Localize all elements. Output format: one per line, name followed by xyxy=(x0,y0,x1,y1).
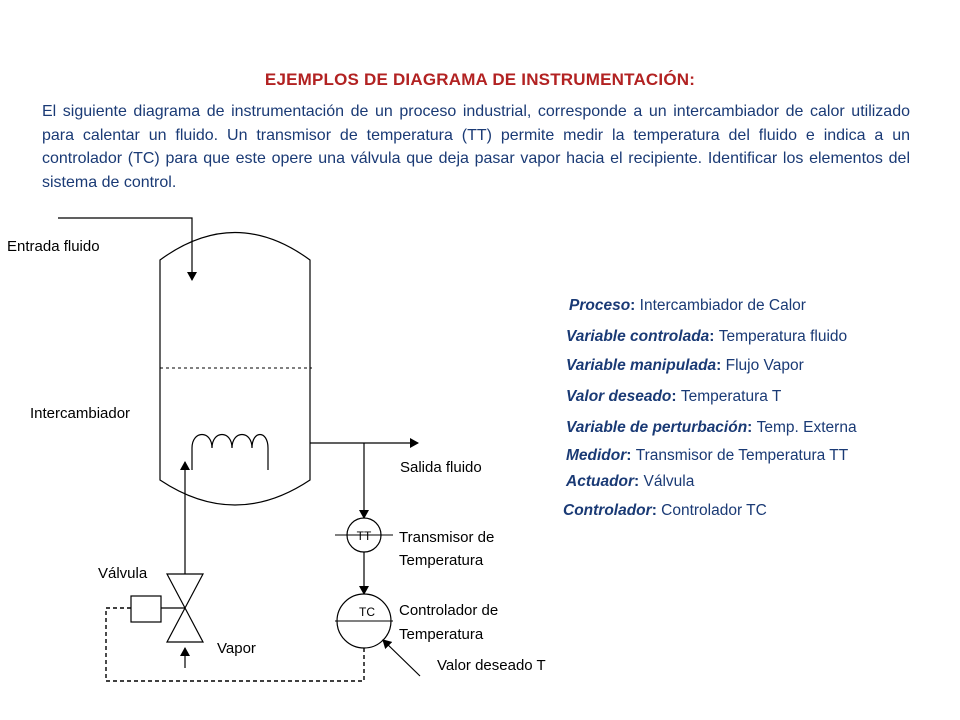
setpoint-arrow xyxy=(383,640,420,676)
legend-item: Variable controlada: Temperatura fluido xyxy=(566,328,848,345)
legend-item: Proceso: Intercambiador de Calor xyxy=(569,297,806,314)
legend-item: Valor deseado: Temperatura T xyxy=(566,388,782,405)
inlet-label: Entrada fluido xyxy=(7,238,100,255)
heating-coil xyxy=(192,435,268,471)
exchanger-label: Intercambiador xyxy=(30,405,131,422)
legend-item: Variable manipulada: Flujo Vapor xyxy=(566,357,804,374)
tc-tag: TC xyxy=(359,605,375,619)
legend-item: Variable de perturbación: Temp. Externa xyxy=(566,419,857,436)
outlet-label: Salida fluido xyxy=(400,459,482,476)
controller-label-line1: Controlador de xyxy=(399,602,499,619)
steam-label: Vapor xyxy=(217,640,256,657)
controller-label-line2: Temperatura xyxy=(399,626,484,643)
valve-actuator xyxy=(131,596,161,622)
legend-item: Actuador: Válvula xyxy=(566,473,695,490)
tt-tag: TT xyxy=(356,529,372,543)
transmitter-label-line1: Transmisor de xyxy=(399,529,495,546)
legend-item: Medidor: Transmisor de Temperatura TT xyxy=(566,447,849,464)
setpoint-label: Valor deseado T xyxy=(437,657,546,674)
intro-paragraph: El siguiente diagrama de instrumentación de un proceso industrial, corresponde a un intercambiador de calor utilizado para calentar un fluido. Un transmisor de temperatura (TT) permite medir la temperatura del fluido e indica a un controlador (TC) para que este opere una válvula que deja pasar vapor hacia el recipiente. Identificar los elementos del sistema de control. xyxy=(42,103,910,191)
legend-item: Controlador: Controlador TC xyxy=(563,502,767,519)
transmitter-label-line2: Temperatura xyxy=(399,552,484,569)
page-title: EJEMPLOS DE DIAGRAMA DE INSTRUMENTACIÓN: xyxy=(264,70,696,89)
valve-label: Válvula xyxy=(98,565,148,582)
heat-exchanger-vessel xyxy=(160,233,310,506)
